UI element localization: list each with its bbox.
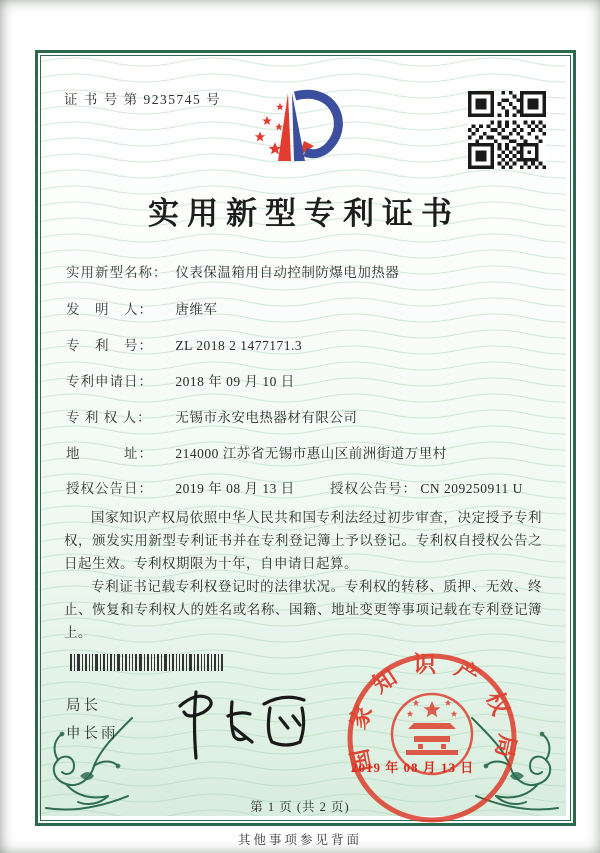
qr-code — [468, 91, 546, 169]
director-name: 申长雨 — [66, 726, 119, 742]
field-value: ZL 2018 2 1477171.3 — [175, 338, 303, 353]
seal-date: 2019 年 08 月 13 日 — [351, 760, 475, 775]
field-value: 2018 年 09 月 10 日 — [175, 374, 295, 389]
cnipa-logo-icon — [233, 84, 375, 186]
legal-paragraph: 专利证书记载专利权登记时的法律状况。专利权的转移、质押、无效、终止、恢复和专利权人的姓名或名称、国籍、地址变更等事项记载在专利登记簿上。 — [64, 579, 542, 640]
field-row — [66, 334, 546, 354]
field-row — [66, 261, 546, 281]
field-row — [66, 298, 546, 318]
field-row — [66, 442, 546, 462]
seal-text: 国家知识产权局 — [344, 651, 520, 776]
grant-no-value: CN 209250911 U — [420, 481, 523, 496]
field-value: 无锡市永安电热器材有限公司 — [175, 410, 358, 425]
field-label: 专 利 号： — [66, 338, 153, 353]
back-side-note: 其他事项参见背面 — [237, 833, 362, 847]
legal-text — [64, 506, 542, 644]
director-signature — [166, 680, 316, 765]
page-number: 第 1 页 (共 2 页) — [250, 800, 350, 814]
legal-paragraph: 国家知识产权局依照中华人民共和国专利法经过初步审查，决定授予专利权，颁发实用新型专利证书并在专利登记簿上予以登记。专利权自授权公告之日起生效。专利权期限为十年，自申请日起算。 — [64, 510, 542, 571]
field-label: 发 明 人： — [66, 302, 153, 317]
field-row — [66, 406, 546, 426]
grant-date-label: 授权公告日： — [66, 481, 153, 496]
field-row — [66, 370, 546, 390]
field-value: 214000 江苏省无锡市惠山区前洲街道万里村 — [175, 446, 447, 461]
field-label: 专利申请日： — [66, 374, 153, 389]
field-value: 唐维军 — [175, 302, 218, 317]
grant-no-label: 授权公告号： — [330, 481, 417, 496]
grant-date-value: 2019 年 08 月 13 日 — [175, 481, 295, 496]
field-label: 专 利 权 人： — [66, 410, 152, 425]
grant-row — [66, 477, 546, 497]
certificate-number: 证 书 号 第 9235745 号 — [64, 92, 222, 107]
field-label: 地 址： — [66, 446, 153, 461]
barcode — [70, 654, 225, 671]
field-value: 仪表保温箱用自动控制防爆电加热器 — [175, 265, 400, 280]
cnipa-official-seal — [344, 650, 520, 826]
director-title: 局长 — [66, 698, 101, 714]
field-label: 实用新型名称： — [66, 265, 168, 280]
certificate-title: 实用新型专利证书 — [148, 196, 460, 231]
